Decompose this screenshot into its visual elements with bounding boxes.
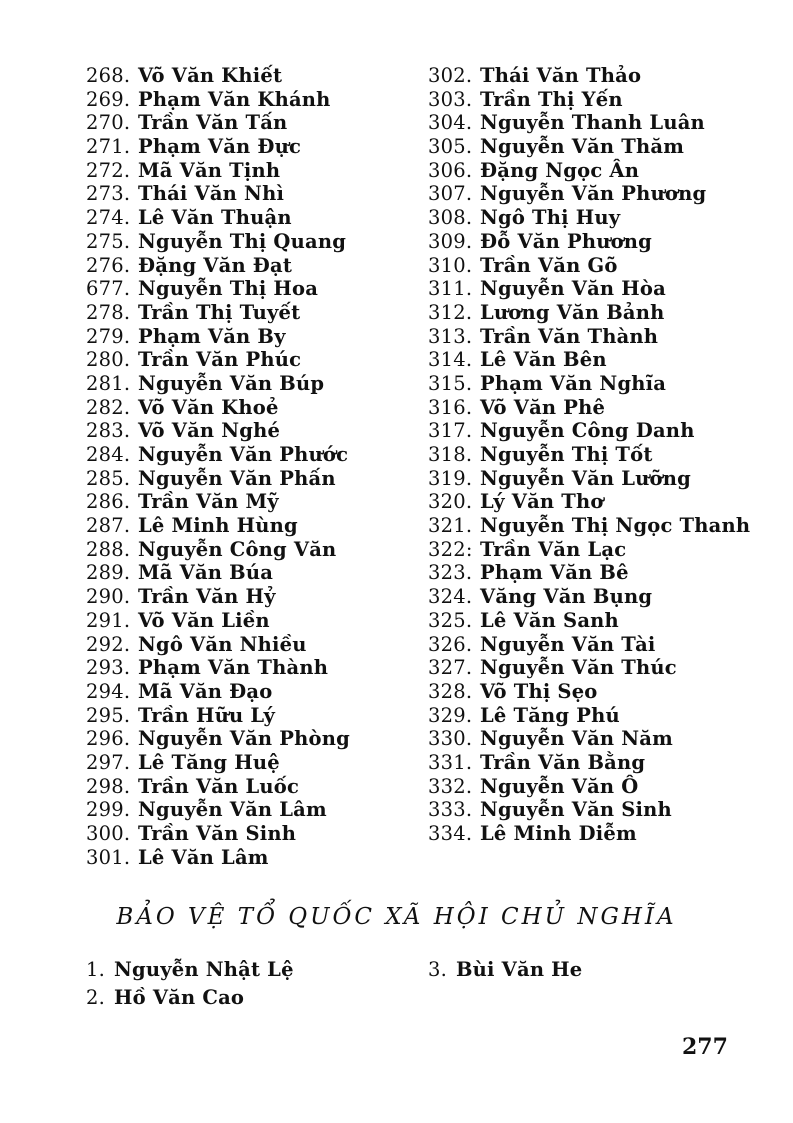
entry-name: Nguyễn Văn Phương	[480, 182, 707, 206]
entry-number: 281.	[86, 371, 131, 395]
list-item	[428, 561, 768, 585]
entry-name: Thái Văn Nhì	[138, 182, 285, 206]
entry-name: Nguyễn Thanh Luân	[480, 111, 705, 135]
entry-name: Mã Văn Búa	[138, 561, 274, 585]
entry-name: Lê Văn Thuận	[138, 206, 292, 230]
entry-number: 312.	[428, 300, 473, 324]
list-item	[428, 467, 768, 491]
list-item	[86, 135, 406, 159]
entry-number: 311.	[428, 277, 473, 301]
entry-name: Nguyễn Thị Tốt	[480, 443, 653, 466]
entry-name: Nguyễn Văn Lâm	[138, 798, 327, 822]
entry-number: 287.	[86, 514, 131, 538]
entry-number: 307.	[428, 182, 473, 206]
entry-name: Trần Văn Tấn	[138, 111, 288, 135]
entry-name: Lý Văn Thơ	[480, 490, 604, 514]
entry-number: 270.	[86, 111, 131, 135]
entry-name: Trần Văn Phúc	[138, 348, 302, 372]
entry-number: 285.	[86, 466, 131, 490]
entry-name: Nguyễn Công Danh	[480, 419, 695, 443]
entry-name: Nguyễn Văn Năm	[480, 727, 673, 751]
list-item	[428, 111, 768, 135]
entry-name: Lê Văn Lâm	[138, 845, 269, 869]
list-item	[86, 822, 406, 846]
entry-number: 293.	[86, 656, 131, 680]
entry-number: 301.	[86, 845, 131, 869]
entry-number: 333.	[428, 798, 473, 822]
list-item	[86, 798, 406, 822]
entry-name: Nguyễn Nhật Lệ	[114, 958, 294, 981]
entry-name: Nguyễn Văn Lưỡng	[480, 466, 691, 490]
entry-number: 275.	[86, 229, 131, 253]
entry-name: Lê Tăng Phú	[480, 703, 620, 727]
entry-number: 300.	[86, 822, 131, 845]
entry-name: Trần Văn Lạc	[480, 537, 627, 561]
list-item	[86, 585, 406, 609]
entry-number: 322:	[428, 537, 473, 561]
list-item	[86, 159, 406, 183]
entry-name: Trần Hữu Lý	[138, 703, 276, 727]
list-item	[428, 633, 768, 657]
list-item	[86, 846, 406, 870]
list-item	[86, 609, 406, 633]
list-item	[86, 727, 406, 751]
entry-number: 332.	[428, 774, 473, 798]
entry-number: 318.	[428, 443, 473, 466]
list-item	[428, 396, 768, 420]
entry-number: 325.	[428, 608, 473, 632]
list-item	[86, 64, 406, 88]
list-item	[428, 64, 768, 88]
entry-name: Ngô Văn Nhiều	[138, 632, 307, 656]
entry-name: Lê Văn Bên	[480, 348, 607, 372]
entry-number: 314.	[428, 348, 473, 372]
list-item	[428, 704, 768, 728]
list-item	[86, 514, 406, 538]
entry-name: Ngô Thị Huy	[480, 206, 621, 230]
entry-number: 1.	[86, 958, 106, 981]
entry-number: 323.	[428, 561, 473, 585]
entry-name: Nguyễn Thị Ngọc Thanh	[480, 514, 751, 538]
list-item	[428, 419, 768, 443]
entry-number: 271.	[86, 135, 131, 159]
list-item	[86, 751, 406, 775]
entry-name: Nguyễn Văn Ô	[480, 774, 639, 798]
entry-name: Nguyễn Công Văn	[138, 537, 337, 561]
entry-number: 331.	[428, 750, 473, 774]
list-item	[428, 230, 768, 254]
list-item	[428, 514, 768, 538]
entry-name: Lê Tăng Huệ	[138, 750, 280, 774]
entry-number: 295.	[86, 703, 131, 727]
entry-number: 280.	[86, 348, 131, 372]
entry-name: Nguyễn Văn Phước	[138, 443, 349, 466]
entry-number: 290.	[86, 585, 131, 609]
list-item	[86, 656, 406, 680]
entry-number: 286.	[86, 490, 131, 514]
list-item	[428, 135, 768, 159]
list-item	[86, 704, 406, 728]
entry-name: Trần Văn Mỹ	[138, 490, 279, 514]
entry-number: 276.	[86, 253, 131, 277]
list-item	[86, 538, 406, 562]
entry-name: Đặng Ngọc Ân	[480, 158, 640, 182]
entry-name: Võ Văn Phê	[480, 395, 606, 419]
entry-name: Phạm Văn Bê	[480, 561, 629, 585]
entry-number: 289.	[86, 561, 131, 585]
entry-number: 268.	[86, 64, 131, 87]
entry-name: Trần Thị Tuyết	[138, 300, 301, 324]
list-item	[86, 111, 406, 135]
entry-name: Lê Minh Diễm	[480, 822, 637, 845]
list-item	[86, 956, 406, 984]
entry-name: Trần Văn Thành	[480, 324, 659, 348]
list-item	[428, 206, 768, 230]
entry-name: Lê Minh Hùng	[138, 514, 298, 538]
entry-name: Phạm Văn Nghĩa	[480, 371, 667, 395]
entry-number: 282.	[86, 395, 131, 419]
entry-number: 269.	[86, 87, 131, 111]
list-item	[86, 325, 406, 349]
list-item	[86, 396, 406, 420]
entry-number: 317.	[428, 419, 473, 443]
list-item	[86, 277, 406, 301]
entry-name: Võ Văn Liền	[138, 608, 270, 632]
entry-number: 297.	[86, 750, 131, 774]
entry-number: 274.	[86, 206, 131, 230]
entry-name: Võ Thị Sẹo	[480, 679, 598, 703]
entry-name: Lương Văn Bảnh	[480, 300, 665, 324]
entry-number: 326.	[428, 632, 473, 656]
entry-number: 2.	[86, 986, 106, 1009]
entry-name: Nguyễn Văn Phấn	[138, 466, 336, 490]
list-item	[86, 419, 406, 443]
list-item	[86, 443, 406, 467]
list-item	[428, 656, 768, 680]
entry-number: 273.	[86, 182, 131, 206]
entry-name: Bùi Văn He	[456, 958, 583, 981]
entry-number: 677.	[86, 277, 131, 301]
entry-number: 328.	[428, 679, 473, 703]
list-item	[86, 182, 406, 206]
list-item	[428, 538, 768, 562]
list-item	[428, 159, 768, 183]
list-item	[428, 372, 768, 396]
list-item	[86, 206, 406, 230]
entry-name: Thái Văn Thảo	[480, 64, 642, 87]
entry-name: Phạm Văn Đực	[138, 135, 302, 159]
list-item	[86, 301, 406, 325]
list-item	[86, 680, 406, 704]
list-item	[428, 609, 768, 633]
entry-number: 309.	[428, 229, 473, 253]
list-item	[428, 680, 768, 704]
entry-number: 313.	[428, 324, 473, 348]
name-list-left	[86, 64, 406, 869]
list-item	[86, 467, 406, 491]
list-item	[86, 348, 406, 372]
list-item	[86, 254, 406, 278]
entry-number: 283.	[86, 419, 131, 443]
entry-name: Lê Văn Sanh	[480, 608, 619, 632]
entry-number: 291.	[86, 608, 131, 632]
entry-name: Nguyễn Văn Búp	[138, 371, 325, 395]
entry-number: 330.	[428, 727, 473, 751]
entry-name: Nguyễn Thị Quang	[138, 229, 347, 253]
list-item	[428, 301, 768, 325]
list-item	[86, 230, 406, 254]
entry-number: 321.	[428, 514, 473, 538]
entry-number: 304.	[428, 111, 473, 135]
section-list-left	[86, 956, 406, 1012]
entry-number: 288.	[86, 537, 131, 561]
entry-number: 294.	[86, 679, 131, 703]
entry-name: Võ Văn Khiết	[138, 64, 283, 87]
entry-name: Võ Văn Khoẻ	[138, 395, 279, 419]
entry-name: Nguyễn Văn Sinh	[480, 798, 672, 822]
list-item	[428, 956, 768, 984]
list-item	[86, 372, 406, 396]
section-heading: BẢO VỆ TỔ QUỐC XÃ HỘI CHỦ NGHĨA	[116, 904, 677, 930]
entry-number: 334.	[428, 822, 473, 845]
list-item	[428, 798, 768, 822]
entry-number: 279.	[86, 324, 131, 348]
entry-name: Nguyễn Văn Hòa	[480, 277, 666, 301]
entry-number: 324.	[428, 585, 473, 609]
section-list-right	[428, 956, 768, 984]
entry-number: 315.	[428, 371, 473, 395]
name-list-right	[428, 64, 768, 846]
entry-name: Trần Văn Bằng	[480, 750, 646, 774]
entry-name: Phạm Văn Thành	[138, 656, 329, 680]
entry-number: 302.	[428, 64, 473, 87]
entry-name: Trần Văn Hỷ	[138, 585, 276, 609]
list-item	[428, 727, 768, 751]
entry-name: Hồ Văn Cao	[114, 986, 245, 1009]
list-item	[428, 348, 768, 372]
entry-number: 329.	[428, 703, 473, 727]
entry-number: 278.	[86, 300, 131, 324]
entry-number: 310.	[428, 253, 473, 277]
entry-number: 3.	[428, 958, 448, 981]
list-item	[428, 88, 768, 112]
entry-name: Phạm Văn Khánh	[138, 87, 331, 111]
entry-name: Trần Văn Sinh	[138, 822, 297, 845]
entry-name: Trần Thị Yến	[480, 87, 623, 111]
list-item	[86, 633, 406, 657]
entry-name: Mã Văn Tịnh	[138, 158, 281, 182]
entry-name: Trần Văn Luốc	[138, 774, 300, 798]
entry-name: Nguyễn Văn Thăm	[480, 135, 685, 159]
list-item	[86, 775, 406, 799]
list-item	[428, 822, 768, 846]
list-item	[428, 277, 768, 301]
list-item	[428, 751, 768, 775]
entry-number: 316.	[428, 395, 473, 419]
entry-number: 320.	[428, 490, 473, 514]
entry-name: Đặng Văn Đạt	[138, 253, 293, 277]
list-item	[428, 254, 768, 278]
entry-number: 319.	[428, 466, 473, 490]
entry-number: 308.	[428, 206, 473, 230]
entry-number: 292.	[86, 632, 131, 656]
entry-number: 303.	[428, 87, 473, 111]
entry-name: Võ Văn Nghé	[138, 419, 281, 443]
list-item	[428, 585, 768, 609]
entry-name: Văng Văn Bụng	[480, 585, 653, 609]
entry-name: Nguyễn Văn Tài	[480, 632, 656, 656]
entry-number: 284.	[86, 443, 131, 466]
entry-name: Nguyễn Thị Hoa	[138, 277, 319, 301]
list-item	[428, 325, 768, 349]
list-item	[86, 984, 406, 1012]
entry-number: 299.	[86, 798, 131, 822]
list-item	[428, 443, 768, 467]
entry-number: 296.	[86, 727, 131, 751]
list-item	[428, 490, 768, 514]
list-item	[86, 88, 406, 112]
list-item	[428, 182, 768, 206]
entry-number: 272.	[86, 158, 131, 182]
entry-name: Mã Văn Đạo	[138, 679, 273, 703]
entry-name: Trần Văn Gõ	[480, 253, 618, 277]
list-item	[428, 775, 768, 799]
entry-name: Đỗ Văn Phương	[480, 229, 653, 253]
entry-number: 327.	[428, 656, 473, 680]
list-item	[86, 490, 406, 514]
entry-name: Nguyễn Văn Phòng	[138, 727, 350, 751]
entry-number: 305.	[428, 135, 473, 159]
entry-name: Nguyễn Văn Thúc	[480, 656, 677, 680]
entry-number: 298.	[86, 774, 131, 798]
entry-number: 306.	[428, 158, 473, 182]
entry-name: Phạm Văn By	[138, 324, 286, 348]
list-item	[86, 561, 406, 585]
page-number: 277	[682, 1034, 728, 1060]
